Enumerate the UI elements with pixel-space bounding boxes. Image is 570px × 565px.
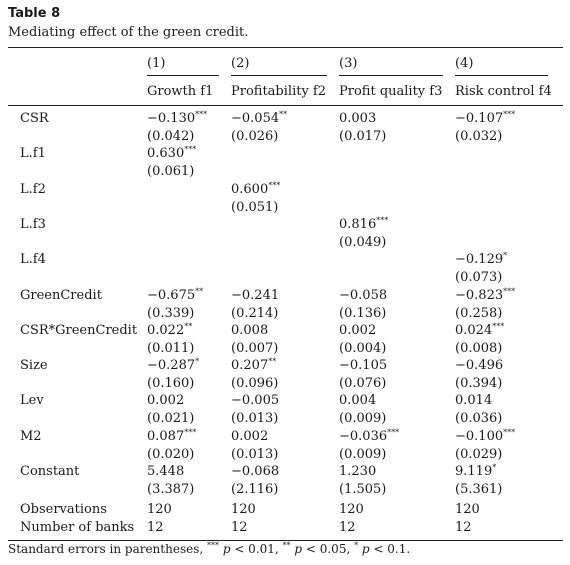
std-error-cell: (0.076)	[339, 376, 387, 391]
std-error-cell: (0.008)	[455, 341, 503, 356]
std-error-cell: (0.214)	[231, 306, 279, 321]
std-error-cell: (0.029)	[455, 447, 503, 462]
coefficient-cell: 9.119*	[455, 463, 497, 479]
column-number: (3)	[339, 56, 358, 71]
std-error-cell: (0.013)	[231, 411, 279, 426]
table-caption: Mediating effect of the green credit.	[8, 25, 249, 40]
table-top-rule	[8, 47, 563, 48]
row-label: GreenCredit	[20, 288, 102, 303]
summary-cell: 12	[147, 520, 164, 535]
column-underline	[231, 75, 327, 76]
coefficient-cell: −0.287*	[147, 357, 200, 373]
coefficient-cell: 1.230	[339, 464, 377, 479]
column-number: (1)	[147, 56, 166, 71]
std-error-cell: (0.007)	[231, 341, 279, 356]
coefficient-cell: 0.004	[339, 393, 377, 408]
coefficient-cell: 0.002	[147, 393, 185, 408]
row-label: CSR	[20, 111, 49, 126]
column-header: Growth f1	[147, 84, 214, 99]
std-error-cell: (0.136)	[339, 306, 387, 321]
column-number: (2)	[231, 56, 250, 71]
std-error-cell: (0.049)	[339, 235, 387, 250]
std-error-cell: (0.160)	[147, 376, 195, 391]
coefficient-cell: 0.008	[231, 323, 269, 338]
column-underline	[455, 75, 548, 76]
row-label: L.f2	[20, 182, 46, 197]
std-error-cell: (0.032)	[455, 129, 503, 144]
row-label: Constant	[20, 464, 80, 479]
summary-cell: 120	[339, 502, 364, 517]
coefficient-cell: 5.448	[147, 464, 185, 479]
summary-cell: 120	[455, 502, 480, 517]
row-label: Observations	[20, 502, 107, 517]
coefficient-cell: 0.816***	[339, 216, 389, 232]
coefficient-cell: −0.036***	[339, 428, 400, 444]
std-error-cell: (0.339)	[147, 306, 195, 321]
table-header-rule	[8, 105, 563, 106]
coefficient-cell: 0.014	[455, 393, 493, 408]
std-error-cell: (0.051)	[231, 200, 279, 215]
coefficient-cell: −0.054**	[231, 110, 288, 126]
coefficient-cell: 0.022**	[147, 322, 193, 338]
std-error-cell: (0.394)	[455, 376, 503, 391]
row-label: Number of banks	[20, 520, 135, 535]
coefficient-cell: −0.129*	[455, 251, 508, 267]
coefficient-cell: −0.100***	[455, 428, 516, 444]
coefficient-cell: 0.002	[339, 323, 377, 338]
column-underline	[147, 75, 219, 76]
summary-cell: 12	[231, 520, 248, 535]
std-error-cell: (3.387)	[147, 482, 195, 497]
std-error-cell: (0.061)	[147, 164, 195, 179]
coefficient-cell: 0.002	[231, 429, 269, 444]
table-label: Table 8	[8, 6, 61, 21]
coefficient-cell: 0.087***	[147, 428, 197, 444]
std-error-cell: (0.021)	[147, 411, 195, 426]
std-error-cell: (2.116)	[231, 482, 279, 497]
coefficient-cell: −0.823***	[455, 287, 516, 303]
std-error-cell: (0.073)	[455, 270, 503, 285]
coefficient-cell: −0.058	[339, 288, 388, 303]
coefficient-cell: −0.675**	[147, 287, 204, 303]
std-error-cell: (5.361)	[455, 482, 503, 497]
coefficient-cell: 0.024***	[455, 322, 505, 338]
std-error-cell: (0.042)	[147, 129, 195, 144]
row-label: L.f1	[20, 146, 46, 161]
std-error-cell: (0.004)	[339, 341, 387, 356]
std-error-cell: (0.009)	[339, 411, 387, 426]
summary-cell: 120	[231, 502, 256, 517]
row-label: Size	[20, 358, 48, 373]
coefficient-cell: −0.068	[231, 464, 280, 479]
row-label: Lev	[20, 393, 44, 408]
row-label: CSR*GreenCredit	[20, 323, 138, 338]
coefficient-cell: −0.130***	[147, 110, 208, 126]
column-header: Profitability f2	[231, 84, 327, 99]
std-error-cell: (0.258)	[455, 306, 503, 321]
std-error-cell: (0.009)	[339, 447, 387, 462]
coefficient-cell: 0.600***	[231, 181, 281, 197]
coefficient-cell: 0.207**	[231, 357, 277, 373]
summary-cell: 12	[455, 520, 472, 535]
summary-cell: 12	[339, 520, 356, 535]
std-error-cell: (0.096)	[231, 376, 279, 391]
coefficient-cell: −0.005	[231, 393, 280, 408]
column-header: Profit quality f3	[339, 84, 443, 99]
column-underline	[339, 75, 443, 76]
table-footnote: Standard errors in parentheses, *** p < 0.01, ** p < 0.05, * p < 0.1.	[8, 541, 411, 556]
row-label: L.f3	[20, 217, 46, 232]
std-error-cell: (0.013)	[231, 447, 279, 462]
coefficient-cell: 0.630***	[147, 145, 197, 161]
coefficient-cell: −0.496	[455, 358, 504, 373]
row-label: M2	[20, 429, 42, 444]
coefficient-cell: −0.107***	[455, 110, 516, 126]
std-error-cell: (0.017)	[339, 129, 387, 144]
summary-cell: 120	[147, 502, 172, 517]
column-header: Risk control f4	[455, 84, 552, 99]
std-error-cell: (0.011)	[147, 341, 195, 356]
coefficient-cell: −0.241	[231, 288, 280, 303]
std-error-cell: (0.036)	[455, 411, 503, 426]
column-number: (4)	[455, 56, 474, 71]
row-label: L.f4	[20, 252, 46, 267]
std-error-cell: (0.026)	[231, 129, 279, 144]
coefficient-cell: 0.003	[339, 111, 377, 126]
std-error-cell: (0.020)	[147, 447, 195, 462]
coefficient-cell: −0.105	[339, 358, 388, 373]
std-error-cell: (1.505)	[339, 482, 387, 497]
